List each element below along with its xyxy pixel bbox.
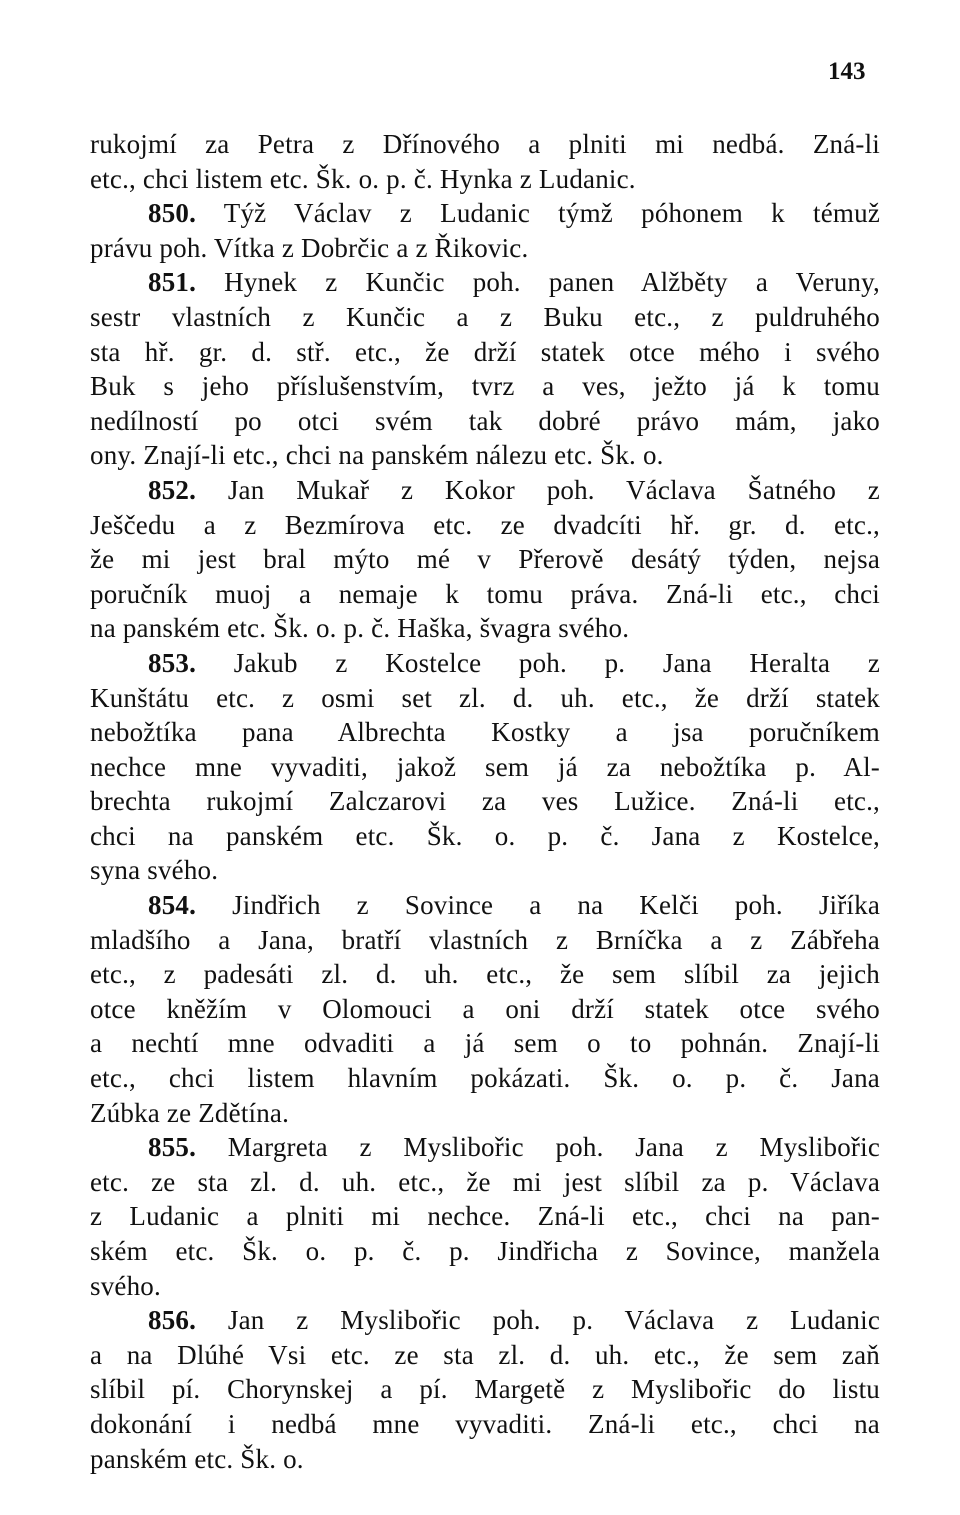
entry-first-line <box>90 1130 880 1165</box>
line-text: dokonání i nedbá mne vyvaditi. Zná-li etc., chci na <box>90 1408 880 1439</box>
line-text: etc. ze sta zl. d. uh. etc., že mi jest slíbil za p. Václava <box>90 1166 880 1197</box>
line-text: Zúbka ze Zdětína. <box>90 1097 290 1128</box>
line-text: Týž Václav z Ludanic týmž póhonem k témuž <box>223 198 881 229</box>
entry-first-line <box>90 646 880 681</box>
line-text: panském etc. Šk. o. <box>90 1443 304 1474</box>
entry-first-line <box>90 196 880 231</box>
text-line <box>90 1442 880 1477</box>
line-text: sta hř. gr. d. stř. etc., že drží statek otce mého i svého <box>90 336 880 367</box>
entry-number: 850. <box>148 198 197 229</box>
line-text: Margreta z Myslibořic poh. Jana z Myslibořic <box>227 1132 880 1163</box>
line-text: právu poh. Vítka z Dobrčic a z Řikovic. <box>90 232 529 263</box>
line-text: Hynek z Kunčic poh. panen Alžběty a Veruny, <box>224 267 880 298</box>
text-line <box>90 1165 880 1200</box>
line-text: Buk s jeho příslušenstvím, tvrz a ves, ježto já k tomu <box>90 371 880 402</box>
text-line <box>90 1199 880 1234</box>
line-text: Jan Mukař z Kokor poh. Václava Šatného z <box>227 474 880 505</box>
text-line <box>90 335 880 370</box>
entry-number: 854. <box>148 890 197 921</box>
entry-first-line <box>90 473 880 508</box>
text-line <box>90 162 880 197</box>
line-text: Ješčedu a z Bezmírova etc. ze dvadcíti hř. gr. d. etc., <box>90 509 880 540</box>
line-text: že mi jest bral mýto mé v Přerově desátý týden, nejsa <box>90 544 880 575</box>
text-line <box>90 715 880 750</box>
entry-number: 852. <box>148 474 197 505</box>
text-line <box>90 784 880 819</box>
text-line <box>90 404 880 439</box>
line-text: chci na panském etc. Šk. o. p. č. Jana z Kostelce, <box>90 820 880 851</box>
text-line <box>90 1026 880 1061</box>
text-line <box>90 1372 880 1407</box>
text-line <box>90 127 880 162</box>
text-line <box>90 231 880 266</box>
text-line <box>90 992 880 1027</box>
text-line <box>90 611 880 646</box>
line-text: rukojmí za Petra z Dřínového a plniti mi nedbá. Zná-li <box>90 129 880 159</box>
line-text: Jindřich z Sovince a na Kelči poh. Jiříka <box>232 890 881 921</box>
line-text: Kunštátu etc. z osmi set zl. d. uh. etc., že drží statek <box>90 682 880 713</box>
text-line <box>90 438 880 473</box>
entry-number: 853. <box>148 647 197 678</box>
text-line <box>90 577 880 612</box>
text-line <box>90 508 880 543</box>
line-text: na panském etc. Šk. o. p. č. Haška, švagra svého. <box>90 613 630 644</box>
line-text: ském etc. Šk. o. p. č. p. Jindřicha z Sovince, manžela <box>90 1236 880 1266</box>
text-line <box>90 923 880 958</box>
line-text: poručník muoj a nemaje k tomu práva. Zná-li etc., chci <box>90 578 880 609</box>
text-line <box>90 750 880 785</box>
body-text <box>90 127 880 1476</box>
line-text: nechce mne vyvaditi, jakož sem já za nebožtíka p. Al- <box>90 751 880 782</box>
line-text: etc., chci listem etc. Šk. o. p. č. Hynka z Ludanic. <box>90 163 636 194</box>
text-line <box>90 957 880 992</box>
line-text: brechta rukojmí Zalczarovi za ves Lužice. Zná-li etc., <box>90 786 880 817</box>
text-line <box>90 369 880 404</box>
text-line <box>90 1338 880 1373</box>
text-line <box>90 819 880 854</box>
text-line <box>90 542 880 577</box>
line-text: a nechtí mne odvaditi a já sem o to pohnán. Znají-li <box>90 1028 880 1059</box>
text-line <box>90 1234 880 1269</box>
line-text: a na Dlúhé Vsi etc. ze sta zl. d. uh. etc., že sem zaň <box>90 1339 880 1370</box>
line-text: etc., chci listem hlavním pokázati. Šk. o. p. č. Jana <box>90 1063 880 1094</box>
line-text: otce kněžím v Olomouci a oni drží statek otce svého <box>90 993 880 1024</box>
line-text: Jakub z Kostelce poh. p. Jana Heralta z <box>233 647 881 678</box>
line-text: ony. Znají-li etc., chci na panském nálezu etc. Šk. o. <box>90 440 664 471</box>
line-text: z Ludanic a plniti mi nechce. Zná-li etc., chci na pan- <box>90 1201 880 1232</box>
line-text: Jan z Myslibořic poh. p. Václava z Ludanic <box>227 1305 881 1336</box>
entry-number: 851. <box>148 267 197 298</box>
entry-number: 855. <box>148 1132 197 1163</box>
line-text: sestr vlastních z Kunčic a z Buku etc., z puldruhého <box>90 301 880 332</box>
line-text: syna svého. <box>90 855 219 886</box>
text-line <box>90 853 880 888</box>
line-text: nedílností po otci svém tak dobré právo mám, jako <box>90 405 880 436</box>
text-line <box>90 681 880 716</box>
line-text: etc., z padesáti zl. d. uh. etc., že sem slíbil za jejich <box>90 959 880 990</box>
text-line <box>90 1269 880 1304</box>
line-text: slíbil pí. Chorynskej a pí. Margetě z Myslibořic do listu <box>90 1374 880 1405</box>
entry-first-line <box>90 265 880 300</box>
entry-number: 856. <box>148 1305 197 1336</box>
line-text: nebožtíka pana Albrechta Kostky a jsa poručníkem <box>90 717 880 748</box>
line-text: mladšího a Jana, bratří vlastních z Brníčka a z Zábřeha <box>90 924 880 955</box>
entry-first-line <box>90 888 880 923</box>
page-number: 143 <box>828 58 866 85</box>
line-text: svého. <box>90 1270 161 1301</box>
text-line <box>90 1096 880 1131</box>
text-line <box>90 1407 880 1442</box>
text-line <box>90 300 880 335</box>
text-line <box>90 1061 880 1096</box>
entry-first-line <box>90 1303 880 1338</box>
